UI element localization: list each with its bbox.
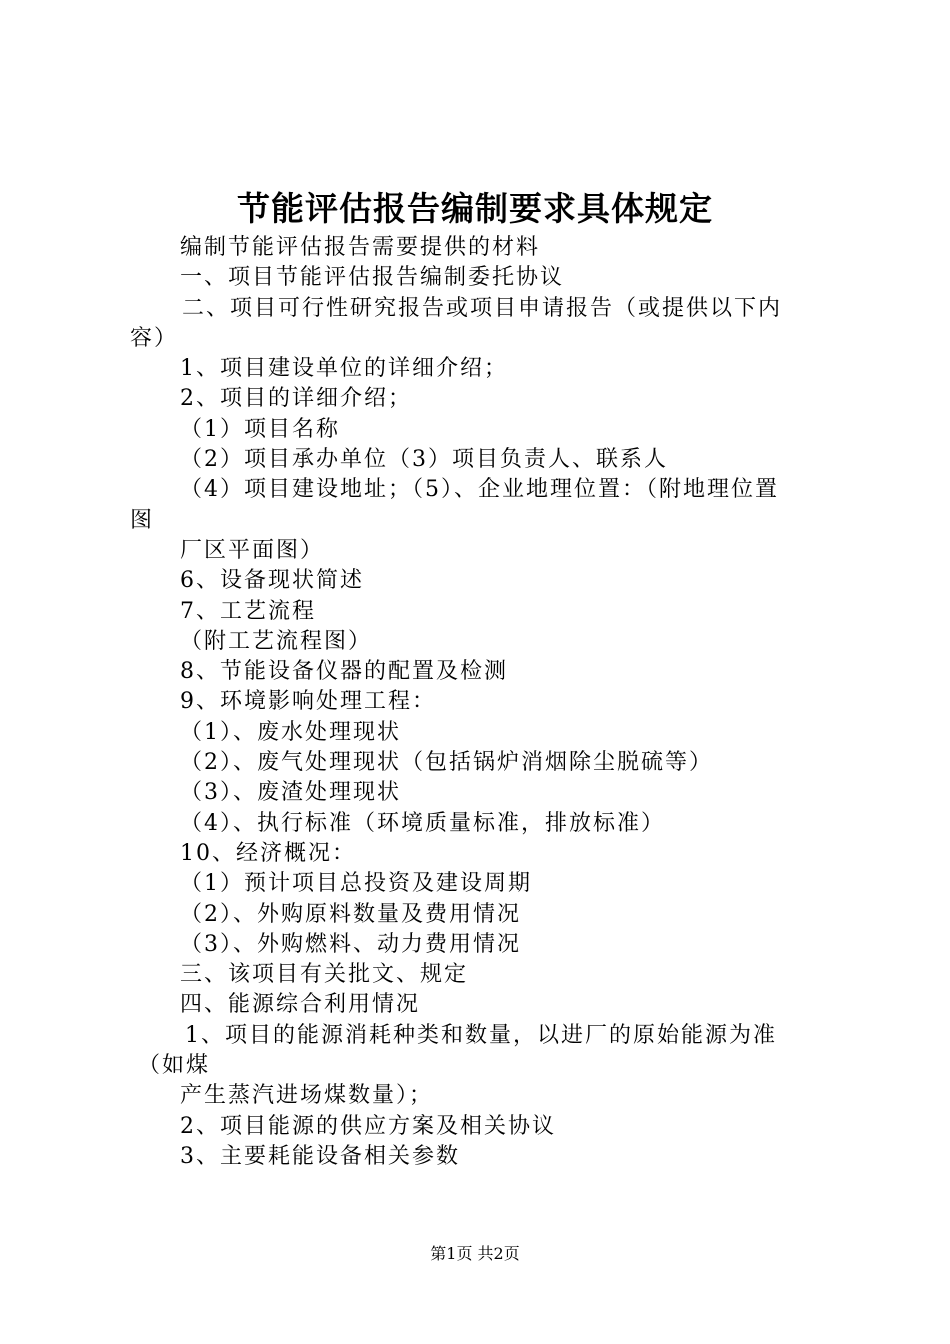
paragraph-line: （2）、废气处理现状（包括锅炉消烟除尘脱硫等） <box>180 750 713 776</box>
paragraph-line: （2）、外购原料数量及费用情况 <box>180 901 521 927</box>
paragraph-line: 9、环境影响处理工程： <box>180 689 436 715</box>
paragraph-line: （1）预计项目总投资及建设周期 <box>180 871 532 897</box>
paragraph-line: 1、项目的能源消耗种类和数量，以进厂的原始能源为准 <box>185 1022 777 1048</box>
paragraph-line: 一、项目节能评估报告编制委托协议 <box>180 265 565 291</box>
paragraph-line: 1、项目建设单位的详细介绍； <box>180 356 508 382</box>
paragraph-line: （4）、执行标准（环境质量标准，排放标准） <box>180 810 665 836</box>
paragraph-line: 10、经济概况： <box>180 840 356 866</box>
paragraph-line: 容） <box>130 325 179 351</box>
document-title: 节能评估报告编制要求具体规定 <box>237 189 713 228</box>
page-number-footer: 第1页 共2页 <box>430 1244 520 1263</box>
paragraph-line: 编制节能评估报告需要提供的材料 <box>180 235 541 260</box>
paragraph-line: 2、项目的详细介绍； <box>180 386 412 412</box>
paragraph-line: （2）项目承办单位（3）项目负责人、联系人 <box>180 447 668 473</box>
paragraph-line: （1）项目名称 <box>180 416 340 442</box>
document-body <box>130 233 830 1172</box>
paragraph-line: 6、设备现状简述 <box>180 568 364 594</box>
paragraph-line: 产生蒸汽进场煤数量）； <box>180 1083 434 1109</box>
paragraph-line: （4）项目建设地址；（5）、企业地理位置：（附地理位置 <box>180 477 779 503</box>
paragraph-line: （3）、外购燃料、动力费用情况 <box>180 931 521 957</box>
paragraph-line: 2、项目能源的供应方案及相关协议 <box>180 1113 556 1139</box>
paragraph-line: 三、该项目有关批文、规定 <box>180 962 469 988</box>
paragraph-line: 7、工艺流程 <box>180 598 316 624</box>
paragraph-line: （如煤 <box>138 1053 211 1079</box>
paragraph-line: （3）、废渣处理现状 <box>180 780 401 806</box>
paragraph-line: 二、项目可行性研究报告或项目申请报告（或提供以下内 <box>182 295 783 321</box>
paragraph-line: 图 <box>130 507 155 533</box>
paragraph-line: 厂区平面图） <box>180 537 325 563</box>
paragraph-line: 四、能源综合利用情况 <box>180 992 421 1018</box>
paragraph-line: 8、节能设备仪器的配置及检测 <box>180 659 508 685</box>
paragraph-line: （附工艺流程图） <box>180 628 373 654</box>
paragraph-line: 3、主要耗能设备相关参数 <box>180 1143 460 1169</box>
paragraph-line: （1）、废水处理现状 <box>180 719 401 745</box>
